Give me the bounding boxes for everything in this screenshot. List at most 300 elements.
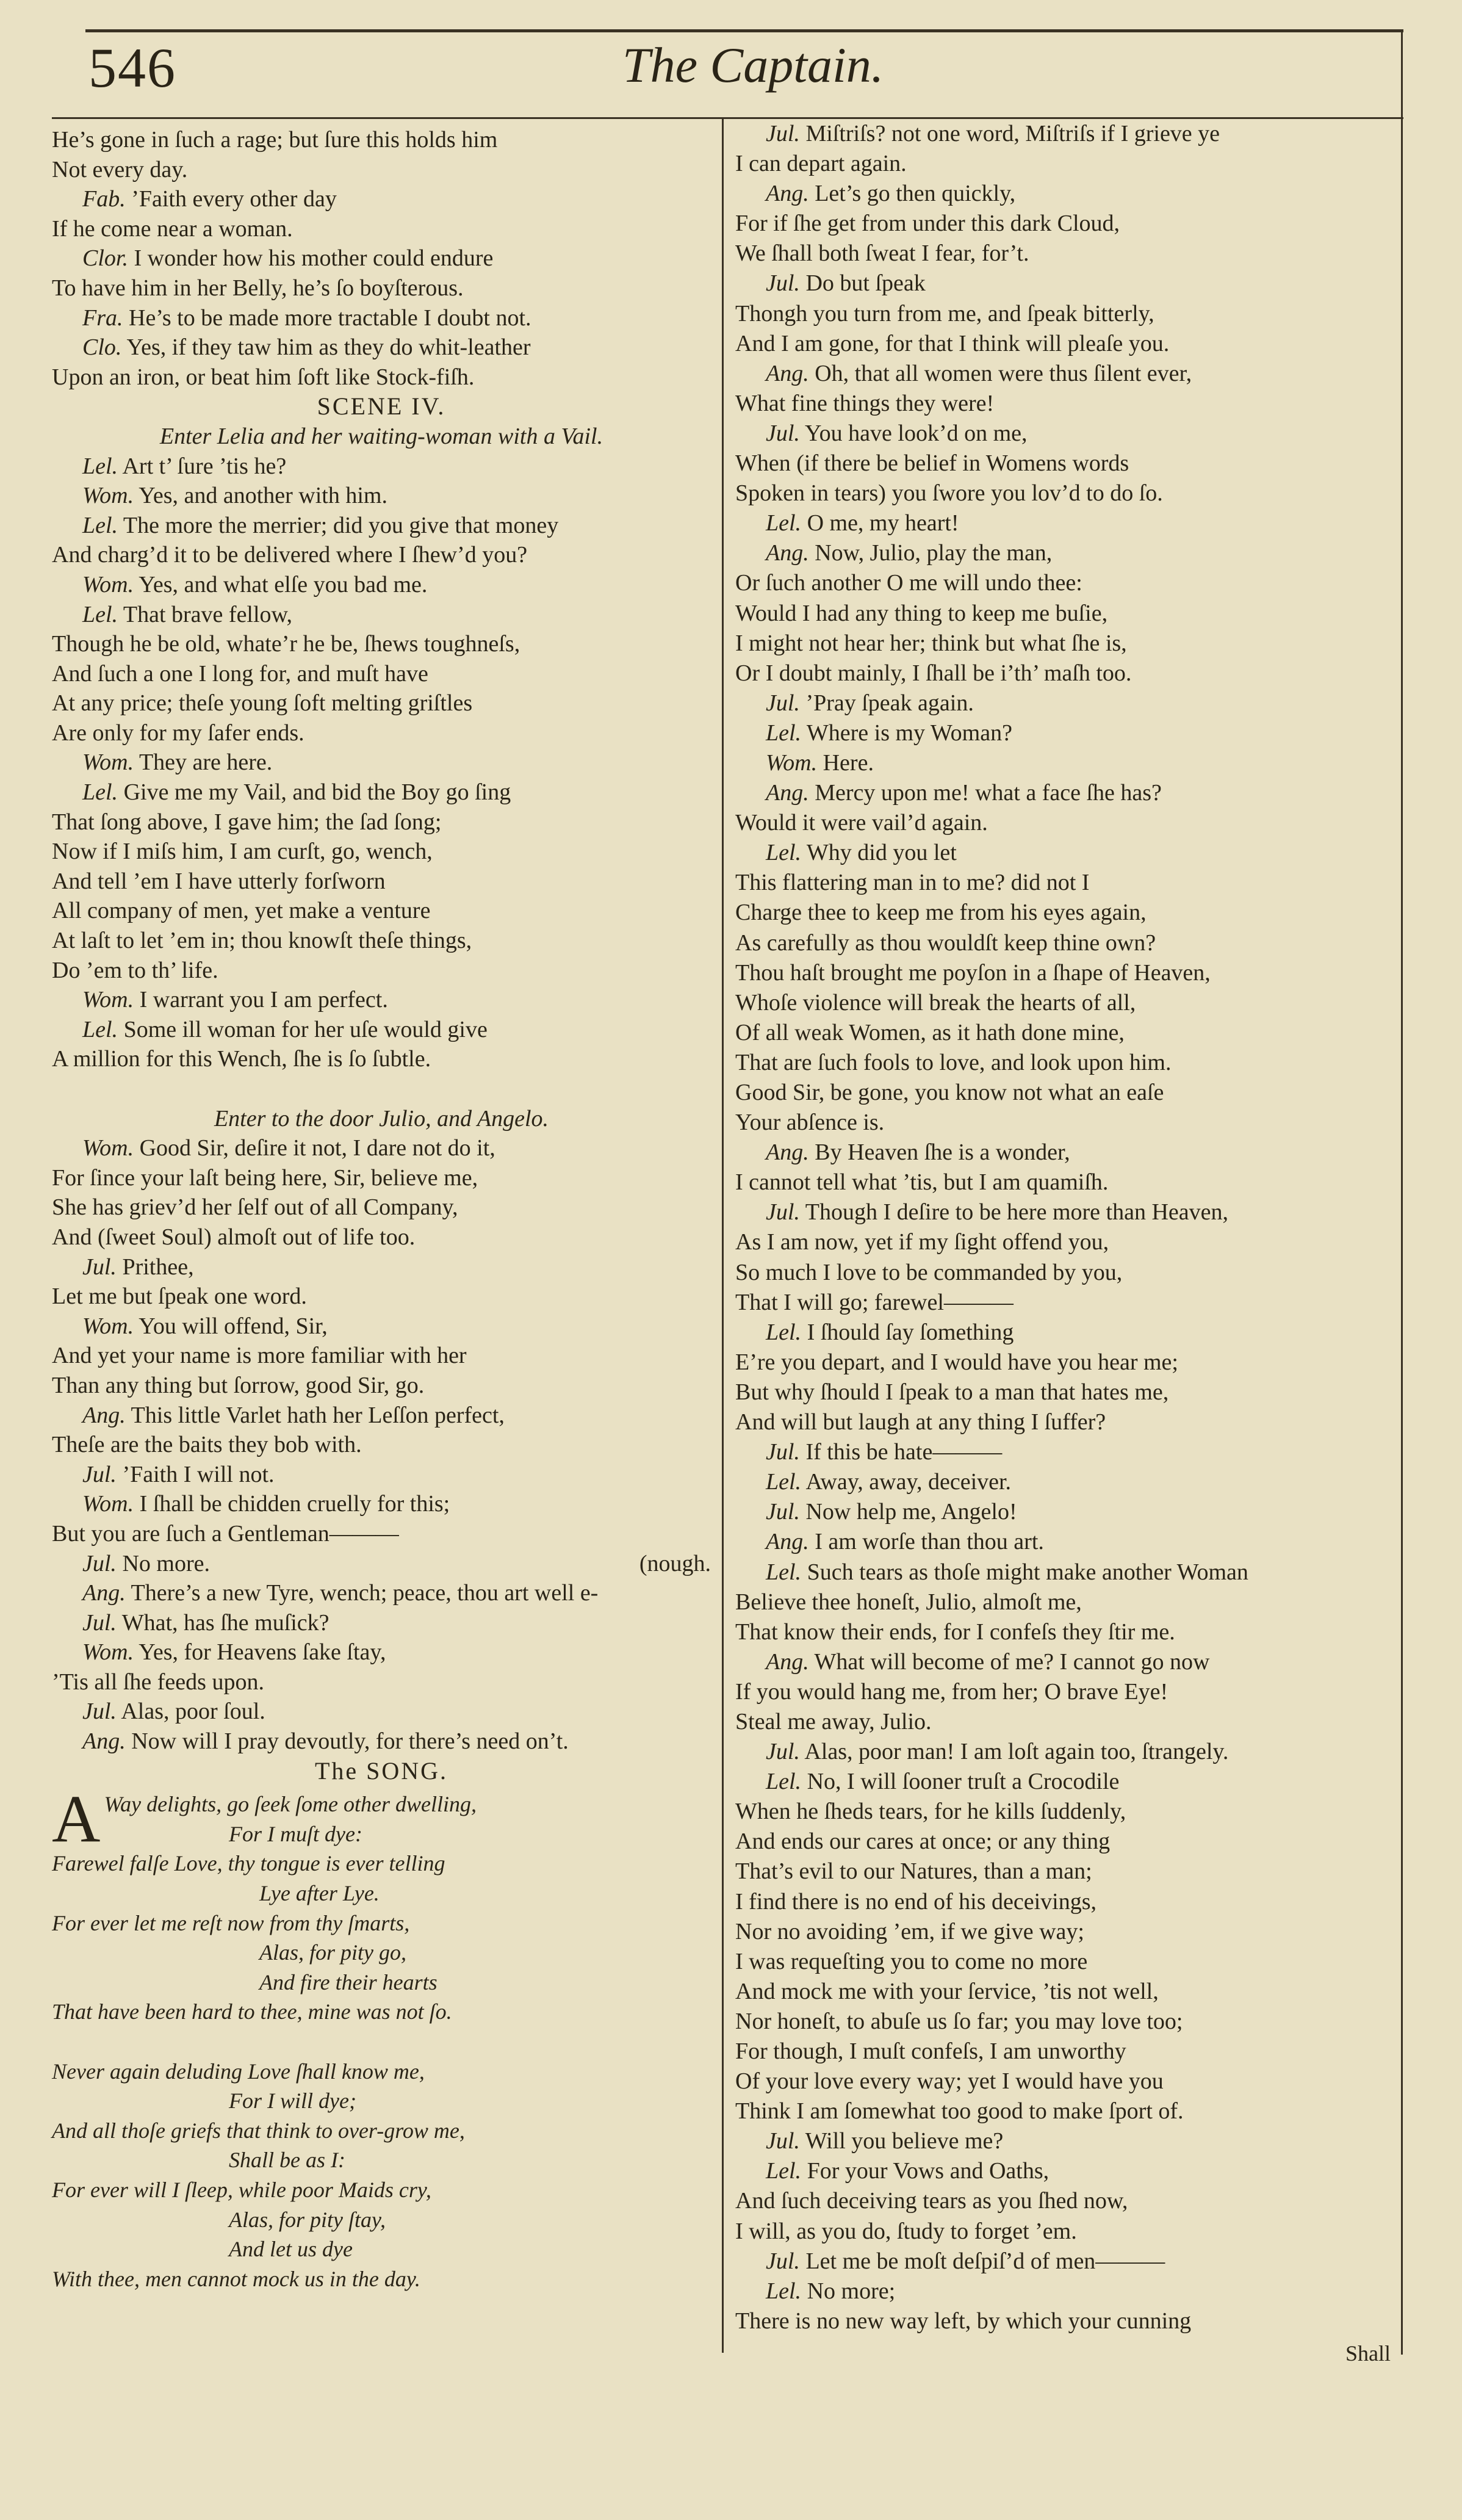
- verse-line: [52, 1282, 711, 1312]
- line-text: That ſong above, I gave him; the ſad ſong;: [52, 809, 442, 835]
- line-text: I will, as you do, ſtudy to forget ’em.: [735, 2218, 1077, 2244]
- speaker-name: Wom.: [82, 1313, 134, 1339]
- line-text: Or ſuch another O me will undo thee:: [735, 570, 1082, 596]
- song-line: [52, 2205, 711, 2235]
- speaker-name: Jul.: [766, 2248, 800, 2274]
- verse-line: [735, 149, 1400, 179]
- line-text: You will offend, Sir,: [139, 1313, 328, 1339]
- line-text: Now, Julio, play the man,: [815, 540, 1053, 566]
- speech-line: [735, 1737, 1400, 1767]
- speaker-name: Jul.: [766, 270, 800, 297]
- speech-line: [735, 538, 1400, 568]
- song-text: Alas, for pity go,: [259, 1940, 406, 1965]
- song-text: Never again deluding Love ſhall know me,: [52, 2059, 425, 2084]
- line-text: And mock me with your ſervice, ’tis not well,: [735, 1978, 1159, 2004]
- line-text: Here.: [823, 749, 874, 776]
- song-text: With thee, men cannot mock us in the day.: [52, 2266, 420, 2291]
- line-text: And ſuch a one I long for, and muſt have: [52, 660, 428, 687]
- line-text: There is no new way left, by which your cunning: [735, 2308, 1192, 2334]
- line-text: Will you believe me?: [805, 2128, 1004, 2154]
- speech-line: [52, 1578, 711, 1608]
- verse-line: [735, 629, 1400, 659]
- line-text: But you are ſuch a Gentleman———: [52, 1520, 399, 1547]
- verse-line: [735, 1887, 1400, 1917]
- song-line: [52, 1997, 711, 2027]
- song-line: [52, 1879, 711, 1908]
- speaker-name: Ang.: [766, 540, 809, 566]
- speech-line: [735, 269, 1400, 298]
- speaker-name: Lel.: [766, 2158, 802, 2184]
- song-text: Lye after Lye.: [259, 1881, 380, 1906]
- line-text: What fine things they were!: [735, 390, 995, 416]
- verse-line: [52, 896, 711, 926]
- speaker-name: Fra.: [82, 305, 123, 331]
- speech-line: [52, 1133, 711, 1163]
- song-line: [52, 1938, 711, 1968]
- line-text: He’s to be made more tractable I doubt not.: [129, 305, 531, 331]
- speaker-name: Ang.: [766, 360, 809, 386]
- speech-line: [52, 1697, 711, 1727]
- verse-line: [52, 1430, 711, 1460]
- verse-line: [735, 1377, 1400, 1407]
- line-text: Do ’em to th’ life.: [52, 957, 218, 983]
- speech-line: [52, 600, 711, 630]
- song-line: [52, 2086, 711, 2116]
- speech-line: [735, 688, 1400, 718]
- verse-line: [735, 1797, 1400, 1827]
- verse-line: [735, 1827, 1400, 1857]
- verse-line: [735, 1048, 1400, 1078]
- speaker-name: Jul.: [766, 121, 800, 146]
- line-text: As carefully as thou wouldſt keep thine own?: [735, 930, 1156, 956]
- line-text: By Heaven ſhe is a wonder,: [815, 1139, 1070, 1166]
- line-text: Mercy upon me! what a face ſhe has?: [815, 780, 1162, 806]
- verse-line: [735, 599, 1400, 629]
- speaker-name: Ang.: [766, 181, 809, 207]
- line-text: Give me my Vail, and bid the Boy go ſing: [123, 779, 511, 806]
- speaker-name: Jul.: [766, 1739, 800, 1765]
- speaker-name: Lel.: [766, 2278, 802, 2304]
- verse-line: [735, 1258, 1400, 1288]
- speech-line: [735, 838, 1400, 868]
- verse-line: [52, 1519, 711, 1549]
- speaker-name: Lel.: [766, 1769, 802, 1795]
- line-text: If this be hate———: [805, 1439, 1003, 1465]
- verse-line: [735, 1227, 1400, 1257]
- line-text: That’s evil to our Natures, than a man;: [735, 1858, 1092, 1885]
- line-text: They are here.: [139, 749, 273, 776]
- verse-line: [735, 1977, 1400, 2007]
- verse-line: [735, 209, 1400, 239]
- speech-line: [52, 303, 711, 333]
- line-text: And yet your name is more familiar with her: [52, 1343, 467, 1369]
- verse-line: [52, 807, 711, 837]
- verse-line: [52, 837, 711, 867]
- line-text: He’s gone in ſuch a rage; but ſure this holds him: [52, 127, 498, 153]
- line-text: E’re you depart, and I would have you hear me;: [735, 1349, 1178, 1375]
- line-text: Let’s go then quickly,: [815, 181, 1016, 207]
- line-text: Upon an iron, or beat him ſoft like Stock-fiſh.: [52, 364, 475, 390]
- speech-line: [52, 1489, 711, 1519]
- line-text: And charg’d it to be delivered where I ſhew’d you?: [52, 542, 528, 568]
- line-text: Yes, if they taw him as they do whit-leather: [126, 334, 531, 361]
- speech-line: [52, 748, 711, 778]
- right-border-rule: [1401, 29, 1403, 2355]
- verse-line: [735, 1587, 1400, 1617]
- verse-line: [52, 718, 711, 748]
- speech-line: [52, 985, 711, 1015]
- line-text: At any price; theſe young ſoft melting griſtles: [52, 690, 473, 717]
- speech-line: [735, 1138, 1400, 1168]
- line-text: That are ſuch fools to love, and look upon him.: [735, 1049, 1172, 1075]
- verse-line: [735, 1018, 1400, 1048]
- speech-line: [52, 511, 711, 541]
- line-text: Thou haſt brought me poyſon in a ſhape of Heaven,: [735, 959, 1211, 986]
- song-line: [52, 1908, 711, 1938]
- verse-line: [735, 1407, 1400, 1437]
- verse-line: [735, 958, 1400, 988]
- song-line: [52, 2116, 711, 2146]
- line-text: I cannot tell what ’tis, but I am quamiſh.: [735, 1169, 1109, 1196]
- line-text: Yes, and another with him.: [139, 483, 387, 509]
- speaker-name: Wom.: [82, 483, 134, 509]
- speaker-name: Jul.: [766, 1439, 800, 1465]
- line-text: We ſhall both ſweat I fear, for’t.: [735, 240, 1029, 267]
- verse-line: [52, 1371, 711, 1401]
- verse-line: [735, 1168, 1400, 1197]
- verse-line: [52, 659, 711, 689]
- line-text: If you would hang me, from her; O brave Eye!: [735, 1678, 1169, 1705]
- line-text: Where is my Woman?: [806, 720, 1012, 746]
- right-column: [735, 119, 1400, 2336]
- speaker-name: Lel.: [82, 601, 118, 627]
- stage-direction: Enter Lelia and her waiting-woman with a Vail.: [159, 423, 603, 449]
- speaker-name: Ang.: [82, 1402, 126, 1428]
- column-divider: [722, 119, 724, 2353]
- verse-line: [735, 2096, 1400, 2126]
- verse-line: [52, 1341, 711, 1371]
- verse-line: [735, 928, 1400, 958]
- verse-line: [52, 1667, 711, 1697]
- line-text: Steal me away, Julio.: [735, 1708, 932, 1735]
- line-text: ’Pray ſpeak again.: [805, 690, 974, 716]
- speech-line: [735, 1558, 1400, 1587]
- verse-line: [52, 1193, 711, 1222]
- speech-line: [52, 452, 711, 482]
- speaker-name: Lel.: [766, 510, 802, 536]
- line-text: She has griev’d her ſelf out of all Company,: [52, 1194, 458, 1221]
- song-text: For I will dye;: [229, 2089, 356, 2114]
- line-text: That brave fellow,: [123, 601, 293, 627]
- line-text: Are only for my ſafer ends.: [52, 720, 304, 746]
- line-text: ’Tis all ſhe feeds upon.: [52, 1669, 264, 1695]
- speaker-name: Jul.: [82, 1609, 117, 1636]
- blank-line: [52, 1074, 711, 1104]
- speech-line: [52, 184, 711, 214]
- verse-line: [735, 1617, 1400, 1647]
- line-text: Than any thing but ſorrow, good Sir, go.: [52, 1372, 425, 1398]
- speech-line: [52, 570, 711, 600]
- line-text: The more the merrier; did you give that money: [123, 512, 559, 538]
- line-text: Think I am ſomewhat too good to make ſport of.: [735, 2098, 1184, 2125]
- line-text: Now if I miſs him, I am curſt, go, wench,: [52, 839, 433, 865]
- speech-line: [52, 778, 711, 807]
- line-text: No, I will ſooner truſt a Crocodile: [807, 1769, 1120, 1795]
- speaker-name: Jul.: [766, 690, 800, 716]
- verse-line: [735, 898, 1400, 928]
- line-text: Would it were vail’d again.: [735, 810, 988, 836]
- line-text: Good Sir, deſire it not, I dare not do it,: [139, 1135, 495, 1161]
- verse-line: [52, 1163, 711, 1193]
- verse-line: [52, 214, 711, 244]
- verse-line: [735, 808, 1400, 838]
- speech-line: [735, 718, 1400, 748]
- speaker-name: Jul.: [766, 2128, 800, 2154]
- song-text: And all thoſe griefs that think to over-grow me,: [52, 2118, 465, 2143]
- line-text: Art t’ ſure ’tis he?: [122, 453, 287, 479]
- speaker-name: Lel.: [766, 1559, 802, 1585]
- line-text: Now help me, Angelo!: [805, 1499, 1017, 1525]
- verse-line: [735, 659, 1400, 688]
- speaker-name: Jul.: [82, 1699, 117, 1725]
- song-line: [52, 2234, 711, 2264]
- speech-line: [52, 1549, 711, 1579]
- line-text: I can depart again.: [735, 151, 907, 177]
- line-text: Would I had any thing to keep me buſie,: [735, 600, 1108, 626]
- line-text: That know their ends, for I confeſs they ſtir me.: [735, 1619, 1175, 1645]
- verse-line: [52, 629, 711, 659]
- line-text: Let me but ſpeak one word.: [52, 1283, 307, 1310]
- verse-line: [52, 688, 711, 718]
- line-text: Some ill woman for her uſe would give: [123, 1016, 488, 1042]
- speaker-name: Jul.: [82, 1550, 117, 1576]
- speaker-name: Jul.: [82, 1461, 117, 1487]
- scene-heading: SCENE IV.: [317, 392, 446, 421]
- verse-line: [735, 1707, 1400, 1737]
- song-line: [52, 2057, 711, 2087]
- verse-line: [735, 1917, 1400, 1947]
- line-text: ’Faith I will not.: [122, 1461, 275, 1487]
- line-text: And ſuch deceiving tears as you ſhed now,: [735, 2188, 1128, 2214]
- speaker-name: Lel.: [766, 1319, 802, 1345]
- line-text: I might not hear her; think but what ſhe is,: [735, 630, 1127, 656]
- speech-line: [735, 1197, 1400, 1227]
- speaker-name: Lel.: [82, 453, 118, 479]
- verse-line: [52, 956, 711, 986]
- line-text: What, has ſhe muſick?: [121, 1609, 329, 1636]
- speech-line: [735, 2276, 1400, 2306]
- verse-line: [52, 867, 711, 897]
- verse-line: [735, 2007, 1400, 2037]
- song-text: Farewel falſe Love, thy tongue is ever telling: [52, 1851, 445, 1876]
- line-text: Yes, for Heavens ſake ſtay,: [139, 1639, 386, 1666]
- line-text: I ſhall be chidden cruelly for this;: [139, 1491, 450, 1517]
- speaker-name: Lel.: [766, 840, 802, 866]
- verse-line: [52, 363, 711, 392]
- line-text: What will become of me? I cannot go now: [814, 1648, 1210, 1675]
- verse-line: [735, 389, 1400, 419]
- verse-line: [735, 239, 1400, 269]
- line-text: I was requeſting you to come no more: [735, 1948, 1088, 1974]
- catchword: Shall: [1345, 2341, 1391, 2366]
- speech-line: [52, 1015, 711, 1045]
- speaker-name: Ang.: [82, 1728, 126, 1755]
- line-text: No more;: [807, 2278, 896, 2304]
- page-number: 546: [88, 37, 176, 99]
- speaker-name: Jul.: [766, 420, 800, 446]
- line-text: Though he be old, whate’r he be, ſhews toughneſs,: [52, 631, 520, 657]
- speaker-name: Wom.: [82, 987, 134, 1013]
- line-text: Nor honeſt, to abuſe us ſo far; you may love too;: [735, 2008, 1183, 2034]
- verse-line: [735, 1947, 1400, 1977]
- line-text: And tell ’em I have utterly forſworn: [52, 868, 386, 894]
- verse-line: [52, 273, 711, 303]
- line-text: There’s a new Tyre, wench; peace, thou art well e-: [131, 1580, 599, 1606]
- blank-line: [52, 2027, 711, 2057]
- line-text: Not every day.: [52, 156, 188, 182]
- speech-line: [735, 778, 1400, 808]
- verse-line: [735, 2037, 1400, 2067]
- verse-line: [735, 568, 1400, 598]
- verse-line: [52, 125, 711, 155]
- verse-line: [735, 2186, 1400, 2216]
- speech-line: [52, 1727, 711, 1756]
- line-text: But why ſhould I ſpeak to a man that hates me,: [735, 1379, 1169, 1405]
- speech-line: [52, 1401, 711, 1431]
- line-text: Let me be moſt deſpiſ’d of men———: [805, 2248, 1165, 2274]
- song-line: [52, 1968, 711, 1998]
- line-text: For your Vows and Oaths,: [807, 2158, 1050, 2184]
- line-text: And I am gone, for that I think will pleaſe you.: [735, 330, 1170, 356]
- speech-line: [735, 1318, 1400, 1348]
- line-text: You have look’d on me,: [805, 420, 1028, 446]
- line-text: This flattering man in to me? did not I: [735, 870, 1090, 896]
- speaker-name: Ang.: [766, 780, 809, 806]
- speaker-name: Lel.: [82, 779, 118, 806]
- verse-line: [735, 2217, 1400, 2247]
- verse-line: [735, 299, 1400, 329]
- speech-line: [735, 119, 1400, 149]
- speaker-name: Jul.: [766, 1199, 800, 1226]
- speech-line: [52, 1312, 711, 1341]
- speech-line: [52, 481, 711, 511]
- song-line: [52, 1819, 711, 1849]
- line-text: When (if there be belief in Womens words: [735, 450, 1129, 477]
- speech-line: [735, 1437, 1400, 1467]
- line-text: Why did you let: [806, 840, 957, 866]
- line-text: Away, away, deceiver.: [805, 1469, 1012, 1495]
- line-text: I find there is no end of his deceivings,: [735, 1888, 1097, 1915]
- line-text: Thongh you turn from me, and ſpeak bitterly,: [735, 300, 1154, 327]
- line-text: Now will I pray devoutly, for there’s need on’t.: [131, 1728, 569, 1755]
- stage-direction: Enter to the door Julio, and Angelo.: [214, 1105, 549, 1132]
- line-text: That I will go; farewel———: [735, 1289, 1014, 1315]
- line-text: No more.: [122, 1550, 210, 1576]
- line-text: Prithee,: [122, 1254, 194, 1280]
- speaker-name: Ang.: [766, 1139, 809, 1166]
- line-text: So much I love to be commanded by you,: [735, 1259, 1123, 1285]
- song-text: Way delights, go ſeek ſome other dwelling,: [104, 1792, 477, 1817]
- speech-line: [52, 1460, 711, 1490]
- speaker-name: Wom.: [82, 571, 134, 598]
- line-text: Of all weak Women, as it hath done mine,: [735, 1019, 1125, 1045]
- speech-line: [52, 333, 711, 363]
- speech-line: [735, 1527, 1400, 1557]
- song-text: And fire their hearts: [259, 1969, 438, 1995]
- line-text: As I am now, yet if my ſight offend you,: [735, 1229, 1109, 1255]
- speaker-name: Ang.: [766, 1648, 809, 1675]
- song-line: [52, 2145, 711, 2175]
- speech-line: [735, 1497, 1400, 1527]
- line-text: Or I doubt mainly, I ſhall be i’th’ maſh too.: [735, 660, 1132, 686]
- speech-line: [735, 1467, 1400, 1497]
- speech-line: [735, 2247, 1400, 2276]
- page-title: The Captain.: [622, 37, 884, 93]
- line-text: All company of men, yet make a venture: [52, 898, 431, 924]
- verse-line: [735, 988, 1400, 1018]
- line-text: Charge thee to keep me from his eyes again,: [735, 900, 1147, 926]
- song-text: Shall be as I:: [229, 2148, 345, 2173]
- line-text: I warrant you I am perfect.: [139, 987, 388, 1013]
- scene-heading: The SONG.: [314, 1756, 448, 1785]
- drop-cap-letter: A: [52, 1782, 101, 1857]
- speaker-name: Jul.: [766, 1499, 800, 1525]
- verse-line: [735, 868, 1400, 898]
- speaker-name: Jul.: [82, 1254, 117, 1280]
- song-text: And let us dye: [229, 2237, 353, 2262]
- speech-line: [735, 419, 1400, 449]
- speaker-name: Clo.: [82, 334, 122, 361]
- speech-line: [735, 748, 1400, 778]
- song-text: For ever let me reſt now from thy ſmarts,: [52, 1910, 410, 1935]
- speech-line: [735, 1647, 1400, 1677]
- line-text: Spoken in tears) you ſwore you lov’d to do ſo.: [735, 480, 1163, 507]
- line-text: Alas, poor ſoul.: [121, 1699, 265, 1725]
- line-text: If he come near a woman.: [52, 215, 293, 242]
- line-text: When he ſheds tears, for he kills ſuddenly,: [735, 1799, 1126, 1825]
- verse-line: [735, 478, 1400, 508]
- line-text: For if ſhe get from under this dark Cloud,: [735, 211, 1120, 237]
- verse-line: [735, 2306, 1400, 2336]
- speaker-name: Ang.: [766, 1529, 809, 1555]
- left-column: [52, 125, 711, 2294]
- speech-line: [735, 2126, 1400, 2156]
- speech-line: [52, 1252, 711, 1282]
- line-text: O me, my heart!: [807, 510, 959, 536]
- song-line: [52, 2264, 711, 2294]
- speaker-name: Ang.: [82, 1580, 126, 1606]
- verse-line: [735, 1677, 1400, 1707]
- speaker-name: Lel.: [766, 720, 802, 746]
- line-text: Good Sir, be gone, you know not what an eaſe: [735, 1080, 1164, 1105]
- line-text: Alas, poor man! I am loſt again too, ſtrangely.: [804, 1739, 1229, 1765]
- verse-line: [735, 1078, 1400, 1108]
- speaker-name: Lel.: [766, 1469, 802, 1495]
- speech-line: [735, 179, 1400, 209]
- song-text: For I muſt dye:: [229, 1821, 362, 1846]
- verse-line: [52, 1222, 711, 1252]
- line-text: Of your love every way; yet I would have you: [735, 2068, 1164, 2095]
- speaker-name: Fab.: [82, 186, 126, 212]
- header-top-rule: [85, 29, 1403, 32]
- speaker-name: Lel.: [82, 1016, 118, 1042]
- line-text: I wonder how his mother could endure: [134, 245, 494, 272]
- speaker-name: Wom.: [82, 1491, 134, 1517]
- line-text: Such tears as thoſe might make another Woman: [807, 1559, 1248, 1585]
- verse-line: [735, 1348, 1400, 1377]
- line-text: Though I deſire to be here more than Heaven,: [805, 1199, 1228, 1226]
- song-text: Alas, for pity ſtay,: [229, 2207, 386, 2232]
